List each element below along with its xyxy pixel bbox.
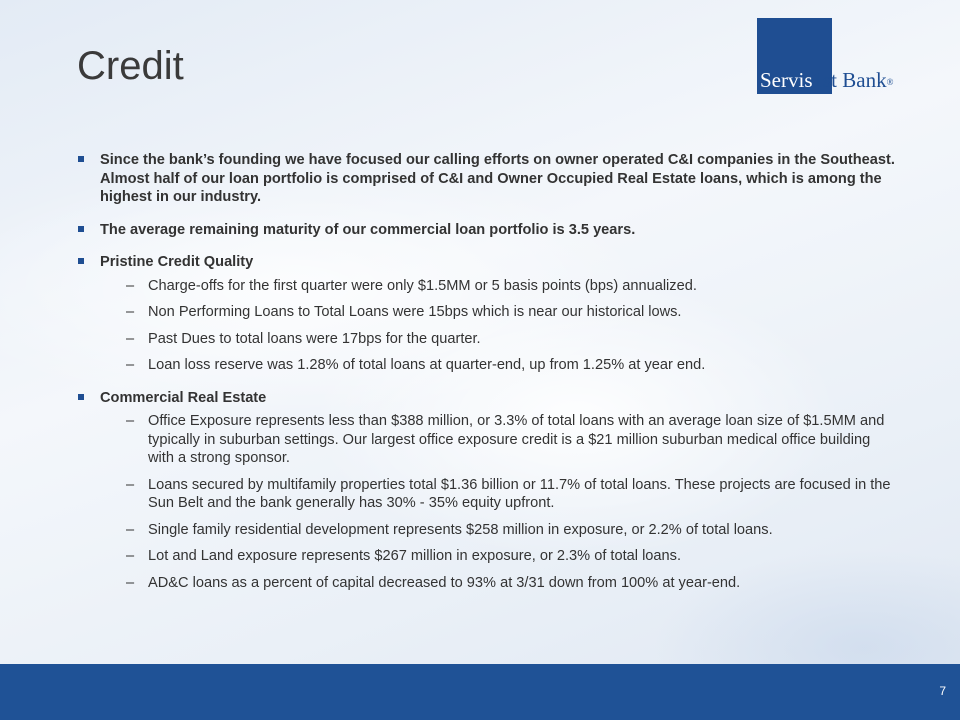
logo-word-servis: Servis: [760, 68, 813, 92]
page-number: 7: [939, 684, 946, 698]
bullet-list: [78, 151, 898, 606]
logo-registered-mark: ®: [886, 77, 894, 87]
footer-bar: [0, 664, 960, 720]
bullet-loan-maturity: The average remaining maturity of our commercial loan portfolio is 3.5 years.: [78, 221, 898, 240]
slide-title: Credit: [77, 44, 184, 88]
logo-text: [760, 68, 893, 92]
sub-bullet: – Loan loss reserve was 1.28% of total loans at quarter-end, up from 1.25% at year end.: [148, 356, 898, 375]
sub-bullet: – Single family residential development represents $258 million in exposure, or 2.2% of total loans.: [148, 521, 898, 540]
sub-bullet: – AD&C loans as a percent of capital decreased to 93% at 3/31 down from 100% at year-end.: [148, 574, 898, 593]
logo-word-first-bank: 1st Bank: [812, 68, 887, 92]
bullet-commercial-real-estate: Commercial Real Estate: [78, 389, 898, 408]
group-credit-quality: [78, 253, 898, 375]
bank-logo: [757, 18, 947, 94]
bullet-credit-quality: Pristine Credit Quality: [78, 253, 898, 272]
sub-bullet: – Office Exposure represents less than $388 million, or 3.3% of total loans with an average loan size of $1.5MM and typically in suburban settings. Our largest office exposure credit is a $21 million suburban medical office building with a strong sponsor.: [148, 412, 898, 468]
bullet-founding-focus: Since the bank’s founding we have focused our calling efforts on owner operated C&I companies in the Southeast. Almost half of our loan portfolio is comprised of C&I and Owner Occupied Real Estate loans, which is among the highest in our industry.: [78, 151, 898, 207]
group-commercial-real-estate: [78, 389, 898, 593]
sub-bullet: – Past Dues to total loans were 17bps for the quarter.: [148, 330, 898, 349]
sub-bullet: – Loans secured by multifamily properties total $1.36 billion or 11.7% of total loans. These projects are focused in the Sun Belt and the bank generally has 30% - 35% equity upfront.: [148, 476, 898, 513]
sub-bullet: – Lot and Land exposure represents $267 million in exposure, or 2.3% of total loans.: [148, 547, 898, 566]
sub-bullet: – Non Performing Loans to Total Loans were 15bps which is near our historical lows.: [148, 303, 898, 322]
sub-bullet: – Charge-offs for the first quarter were only $1.5MM or 5 basis points (bps) annualized.: [148, 277, 898, 296]
